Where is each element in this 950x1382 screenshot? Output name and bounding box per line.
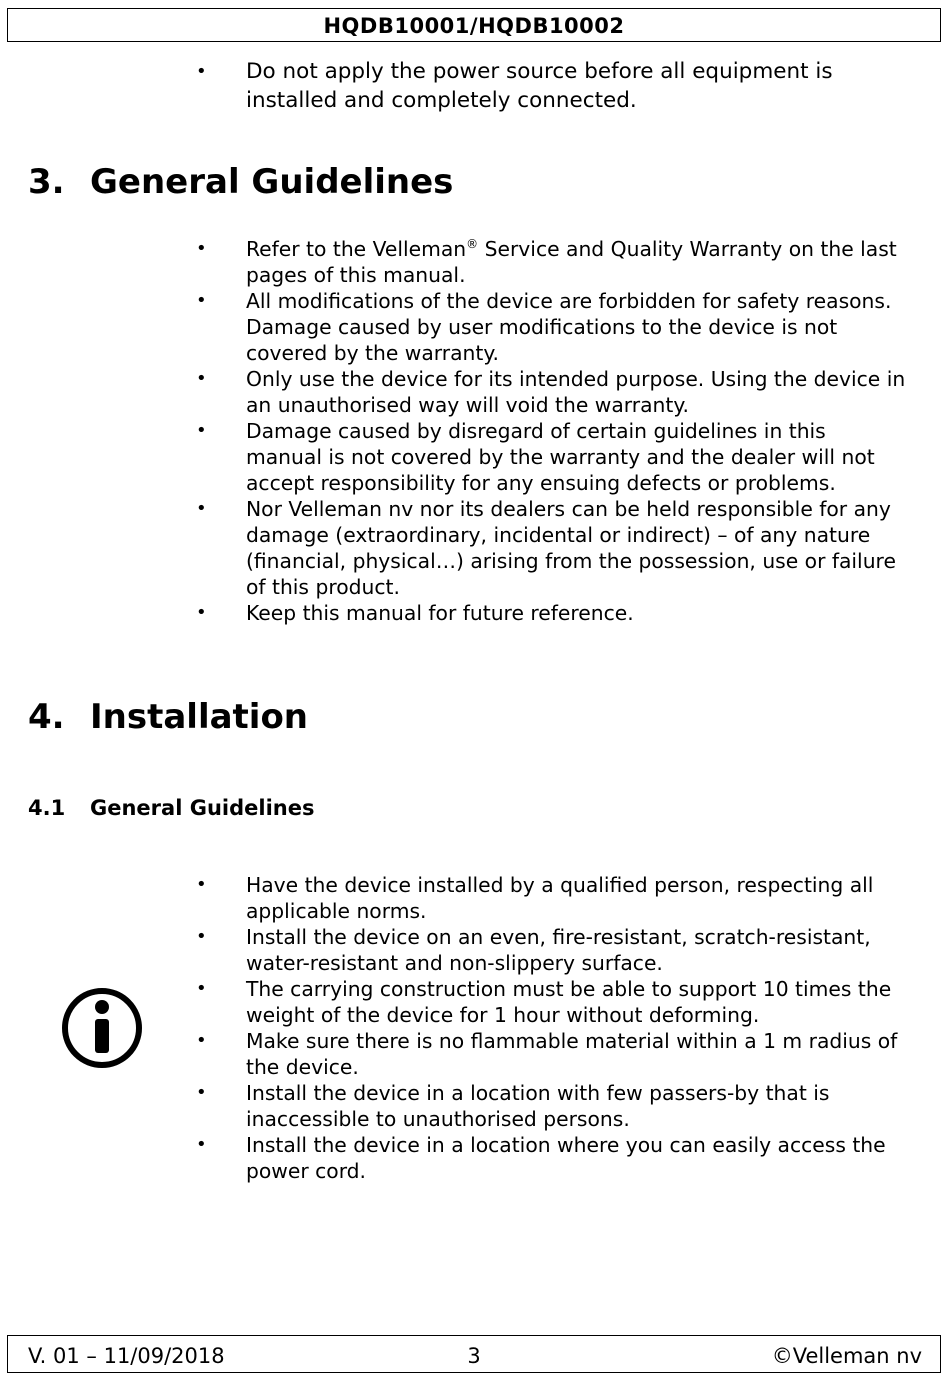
list-item <box>0 924 906 976</box>
list-item <box>0 1028 906 1080</box>
footer-copyright: ©Velleman nv <box>771 1344 922 1368</box>
footer-page-number: 3 <box>467 1344 481 1368</box>
bullet: • <box>196 368 207 389</box>
bullet: • <box>196 874 207 895</box>
list-item <box>0 366 906 418</box>
list-item <box>0 418 906 496</box>
bullet: • <box>196 926 207 947</box>
header-title: HQDB10001/HQDB10002 <box>323 14 625 38</box>
section-title: General Guidelines <box>90 162 454 202</box>
page-footer <box>7 1335 941 1373</box>
bullet: • <box>196 290 207 311</box>
list-item <box>0 600 906 626</box>
list-item <box>0 1132 906 1184</box>
list-item-text: Nor Velleman nv nor its dealers can be held responsible for any damage (extraordinary, incidental or indirect) – of any nature (financial, physical…) arising from the possession, use or failure of this product. <box>246 497 896 599</box>
list-item-text: Only use the device for its intended purpose. Using the device in an unauthorised way will void the warranty. <box>246 367 906 417</box>
section-3-heading <box>28 162 453 202</box>
list-item <box>0 288 906 366</box>
subsection-4-1-list <box>0 872 906 1184</box>
list-item-text: Keep this manual for future reference. <box>246 601 634 625</box>
list-item <box>0 872 906 924</box>
registered-mark: ® <box>466 237 479 252</box>
list-item-text: Install the device in a location where you can easily access the power cord. <box>246 1133 886 1183</box>
bullet: • <box>196 602 207 623</box>
bullet: • <box>196 1134 207 1155</box>
list-item-text: The carrying construction must be able to support 10 times the weight of the device for 1 hour without deforming. <box>246 977 892 1027</box>
list-item-text: Damage caused by disregard of certain guidelines in this manual is not covered by the warranty and the dealer will not accept responsibility for any ensuing defects or problems. <box>246 419 875 495</box>
section-3-list <box>0 236 906 626</box>
section-4-heading <box>28 697 308 737</box>
footer-version: V. 01 – 11/09/2018 <box>28 1344 225 1368</box>
bullet: • <box>196 498 207 519</box>
list-item <box>0 1080 906 1132</box>
list-item-text: Install the device in a location with few passers-by that is inaccessible to unauthorised persons. <box>246 1081 830 1131</box>
bullet: • <box>196 978 207 999</box>
list-item <box>0 976 906 1028</box>
list-item-text: Refer to the Velleman® Service and Quality Warranty on the last pages of this manual. <box>246 237 897 287</box>
section-title: Installation <box>90 697 309 737</box>
list-item-text: All modifications of the device are forbidden for safety reasons. Damage caused by user modifications to the device is not covered by the warranty. <box>246 289 892 365</box>
section-number: 3. <box>28 162 65 202</box>
list-item-text: Have the device installed by a qualified person, respecting all applicable norms. <box>246 873 874 923</box>
bullet: • <box>196 1082 207 1103</box>
bullet: • <box>196 1030 207 1051</box>
list-item <box>0 58 906 115</box>
list-item-text: Install the device on an even, fire-resistant, scratch-resistant, water-resistant and non-slippery surface. <box>246 925 871 975</box>
list-item <box>0 496 906 600</box>
bullet: • <box>196 238 207 259</box>
section-number: 4. <box>28 697 65 737</box>
bullet: • <box>196 61 207 82</box>
list-item-text: Do not apply the power source before all equipment is installed and completely connected. <box>246 59 833 113</box>
subsection-4-1-heading <box>28 795 314 821</box>
subsection-number: 4.1 <box>28 796 66 820</box>
intro-list <box>0 58 906 115</box>
bullet: • <box>196 420 207 441</box>
list-item <box>0 236 906 288</box>
page-header <box>7 8 941 42</box>
subsection-title: General Guidelines <box>90 796 315 820</box>
list-item-text: Make sure there is no flammable material within a 1 m radius of the device. <box>246 1029 898 1079</box>
